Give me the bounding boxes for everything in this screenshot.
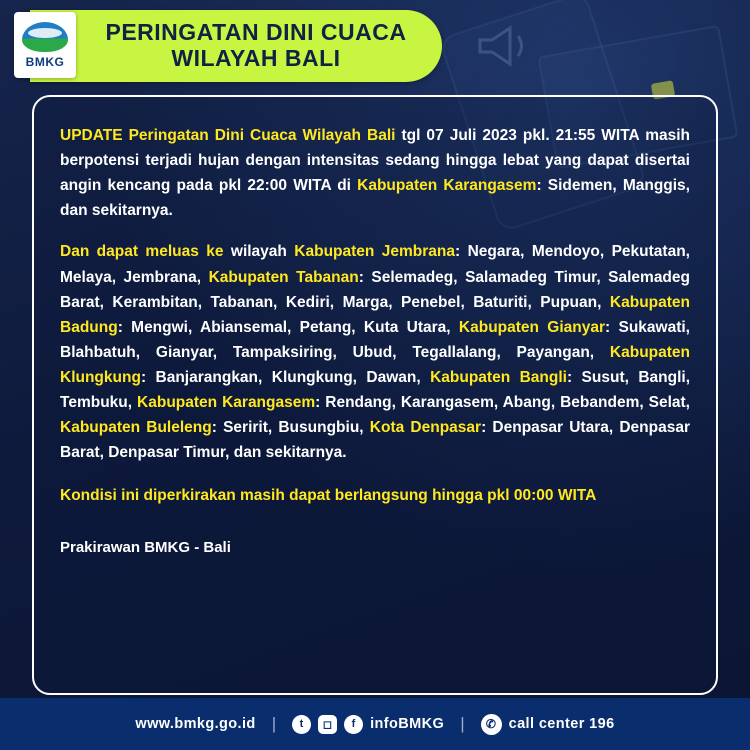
spread-body-1: wilayah — [223, 243, 295, 261]
bmkg-logo — [14, 12, 76, 78]
phone-icon: ✆ — [481, 714, 502, 735]
bmkg-emblem-icon — [22, 22, 68, 52]
instagram-icon[interactable]: ◻ — [318, 715, 337, 734]
footer-social[interactable] — [292, 715, 444, 734]
footer-divider-2: | — [460, 714, 465, 733]
footer-website[interactable] — [135, 716, 255, 732]
poster-header — [0, 0, 750, 90]
region-bangli: Kabupaten Bangli — [430, 368, 567, 386]
poster-footer — [0, 698, 750, 750]
social-handle-label: infoBMKG — [370, 716, 445, 732]
facebook-icon[interactable]: f — [344, 715, 363, 734]
signature: Prakirawan BMKG - Bali — [60, 539, 231, 557]
spread-headline: Dan dapat meluas ke — [60, 243, 224, 261]
region-tabanan-areas: : Selemadeg, Salamadeg Timur, Salemadeg Barat, Kerambitan, Tabanan, Kediri, Marga, Penebel, Baturiti, Pupuan, — [60, 268, 690, 311]
duration-note: Kondisi ini diperkirakan masih dapat berlangsung hingga pkl 00:00 WITA — [60, 487, 597, 505]
footer-call-center[interactable] — [481, 714, 615, 735]
update-headline: UPDATE Peringatan Dini Cuaca Wilayah Bali — [60, 127, 396, 144]
region-buleleng: Kabupaten Buleleng — [60, 419, 212, 437]
twitter-icon[interactable]: t — [292, 715, 311, 734]
region-karangasem-areas: : Sidemen, Manggis, dan sekitarnya. — [60, 177, 690, 220]
region-gianyar: Kabupaten Gianyar — [458, 318, 606, 336]
region-klungkung: Kabupaten Klungkung — [60, 343, 690, 386]
bmkg-logo-label: BMKG — [25, 54, 65, 69]
region-karangasem: Kabupaten Karangasem — [357, 177, 537, 195]
title-line-1: PERINGATAN DINI CUACA — [105, 19, 407, 46]
region-buleleng-areas: : Seririt, Busungbiu, — [211, 419, 370, 437]
region-badung-areas: : Mengwi, Abiansemal, Petang, Kuta Utara, — [117, 318, 459, 336]
title-banner — [30, 10, 442, 82]
region-jembrana-areas: : Negara, Mendoyo, Pekutatan, Melaya, Jembrana, — [60, 243, 690, 286]
region-denpasar: Kota Denpasar — [369, 419, 482, 437]
region-gianyar-areas: : Sukawati, Blahbatuh, Gianyar, Tampaksiring, Ubud, Tegallalang, Payangan, — [60, 318, 690, 361]
page-title — [52, 20, 421, 72]
region-jembrana: Kabupaten Jembrana — [294, 243, 456, 261]
region-badung: Kabupaten Badung — [60, 293, 690, 336]
region-tabanan: Kabupaten Tabanan — [208, 268, 359, 286]
paragraph-spread — [60, 239, 690, 465]
footer-divider-1: | — [271, 714, 277, 733]
update-body: tgl 07 Juli 2023 pkl. 21:55 WITA masih berpotensi terjadi hujan dengan intensitas sedang hingga lebat yang dapat disertai angin kencang pada pkl 22:00 WITA di — [60, 127, 690, 195]
website-label: www.bmkg.go.id — [135, 716, 256, 732]
region-bangli-areas: : Susut, Bangli, Tembuku, — [60, 368, 690, 412]
region-karangasem-2-areas: : Rendang, Karangasem, Abang, Bebandem, Selat, — [315, 394, 690, 412]
warning-text-panel — [32, 95, 718, 695]
call-center-label: call center 196 — [508, 716, 615, 732]
paragraph-update — [60, 123, 690, 223]
title-line-2: WILAYAH BALI — [171, 45, 341, 71]
region-denpasar-areas: : Denpasar Utara, Denpasar Barat, Denpasar Timur, dan sekitarnya. — [60, 419, 690, 462]
region-klungkung-areas: : Banjarangkan, Klungkung, Dawan, — [140, 368, 431, 386]
region-karangasem-2: Kabupaten Karangasem — [137, 394, 316, 412]
